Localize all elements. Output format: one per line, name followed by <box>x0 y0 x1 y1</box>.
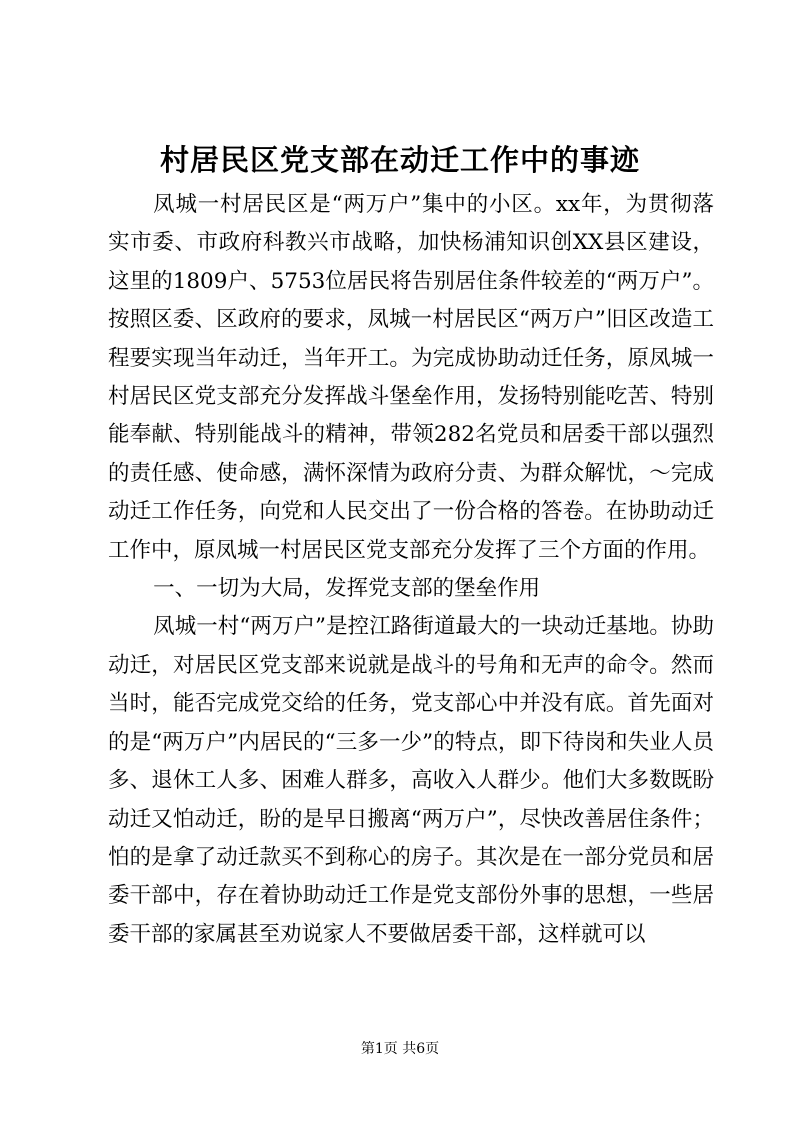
paragraph-section-1: 凤城一村“两万户”是控江路街道最大的一块动迁基地。协助动迁，对居民区党支部来说就是战斗的号角和无声的命令。然而当时，能否完成党交给的任务，党支部心中并没有底。首先面对的是“两万户”内居民的“三多一少”的特点，即下待岗和失业人员多、退休工人多、困难人群多，高收入人群少。他们大多数既盼动迁又怕动迁，盼的是早日搬离“两万户”，尽快改善居住条件；怕的是拿了动迁款买不到称心的房子。其次是在一部分党员和居委干部中，存在着协助动迁工作是党支部份外事的思想，一些居委干部的家属甚至劝说家人不要做居委干部，这样就可以 <box>108 614 714 947</box>
page-number-footer: 第1页 共6页 <box>360 1041 440 1057</box>
document-body <box>108 186 714 954</box>
paragraph-intro: 凤城一村居民区是“两万户”集中的小区。xx年，为贯彻落实市委、市政府科教兴市战略，加快杨浦知识创XX县区建设，这里的1809户、5753位居民将告别居住条件较差的“两万户”。按照区委、区政府的要求，凤城一村居民区“两万户”旧区改造工程要实现当年动迁，当年开工。为完成协助动迁任务，原凤城一村居民区党支部充分发挥战斗堡垒作用，发扬特别能吃苦、特别能奉献、特别能战斗的精神，带领282名党员和居委干部以强烈的责任感、使命感，满怀深情为政府分责、为群众解忧，～完成动迁工作任务，向党和人民交出了一份合格的答卷。在协助动迁工作中，原凤城一村居民区党支部充分发挥了三个方面的作用。 <box>108 192 714 563</box>
document-title: 村居民区党支部在动迁工作中的事迹 <box>159 143 640 177</box>
section-heading-1: 一、一切为大局，发挥党支部的堡垒作用 <box>153 576 541 602</box>
